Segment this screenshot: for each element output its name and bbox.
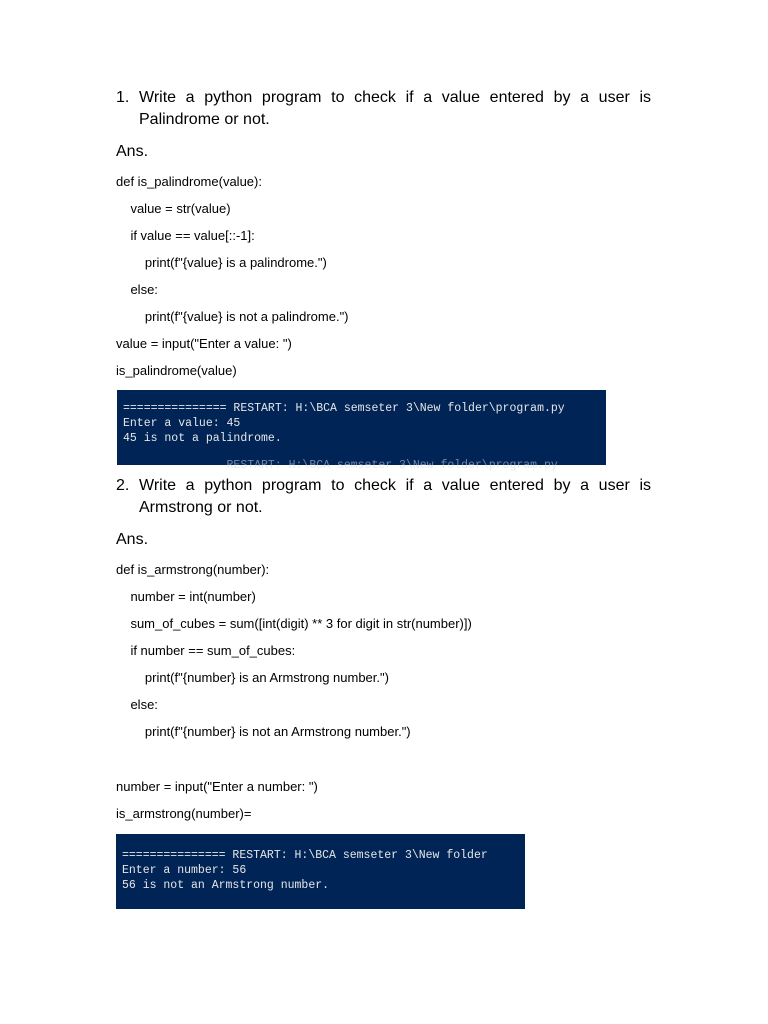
question-1-text: Write a python program to check if a value entered by a user is Palindrome or not. xyxy=(139,89,651,128)
terminal-line: Enter a value: 45 xyxy=(123,417,241,430)
terminal-line: 56 is not an Armstrong number. xyxy=(122,879,330,892)
code-line: if number == sum_of_cubes: xyxy=(116,643,296,658)
code-line: def is_armstrong(number): xyxy=(116,562,270,577)
code-line: else: xyxy=(116,282,158,297)
terminal-line: =============== RESTART: H:\BCA semseter 3\New folder\program.py xyxy=(123,402,565,415)
question-2-text: Write a python program to check if a value entered by a user is Armstrong or not. xyxy=(139,477,651,516)
terminal-output-1 xyxy=(117,390,606,472)
code-line: value = input("Enter a value: ") xyxy=(116,336,292,351)
code-line: number = int(number) xyxy=(116,589,256,604)
code-line: print(f"{number} is not an Armstrong number.") xyxy=(116,724,411,739)
code-line: sum_of_cubes = sum([int(digit) ** 3 for digit in str(number)]) xyxy=(116,616,472,631)
terminal-line: 45 is not a palindrome. xyxy=(123,432,282,445)
answer-2-label: Ans. xyxy=(116,531,149,548)
code-line: number = input("Enter a number: ") xyxy=(116,779,318,794)
code-line: is_palindrome(value) xyxy=(116,363,237,378)
code-line: def is_palindrome(value): xyxy=(116,174,262,189)
terminal-line: =============== RESTART: H:\BCA semseter 3\New folder xyxy=(122,849,488,862)
terminal-line: Enter a number: 56 xyxy=(122,864,247,877)
answer-1-label: Ans. xyxy=(116,143,149,160)
code-line: value = str(value) xyxy=(116,201,231,216)
terminal-output-2 xyxy=(116,834,525,909)
code-line: print(f"{value} is a palindrome.") xyxy=(116,255,327,270)
question-1-number: 1. xyxy=(116,89,130,106)
code-line: print(f"{value} is not a palindrome.") xyxy=(116,309,349,324)
question-1 xyxy=(116,87,651,131)
code-line: if value == value[::-1]: xyxy=(116,228,255,243)
terminal-line-clipped: RESTART: H:\BCA semseter 3\New folder\program.py xyxy=(123,459,558,472)
code-line: print(f"{number} is an Armstrong number.") xyxy=(116,670,389,685)
code-line: is_armstrong(number)= xyxy=(116,806,252,821)
question-2 xyxy=(116,475,651,519)
code-line: else: xyxy=(116,697,158,712)
question-2-number: 2. xyxy=(116,477,130,494)
